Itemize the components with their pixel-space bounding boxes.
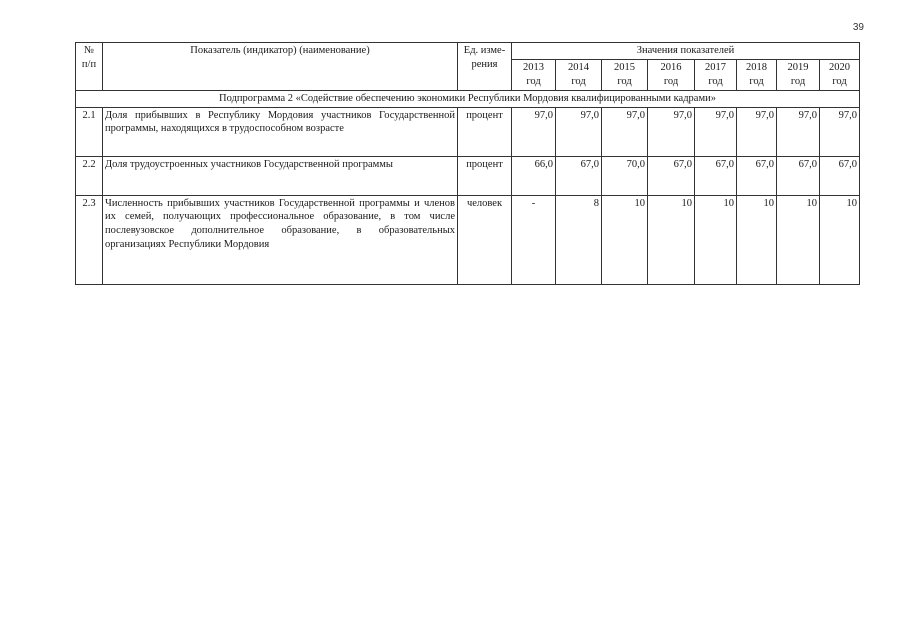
row-value-cell: 97,0 [777, 107, 820, 156]
row-value-cell: 10 [820, 195, 860, 284]
year-header-cell [556, 59, 602, 90]
row-num-cell: 2.2 [76, 156, 103, 195]
header-values-cell [512, 43, 860, 60]
table-row [76, 195, 860, 284]
year-label: 2015 [614, 61, 635, 73]
year-header-cell [820, 59, 860, 90]
year-header-cell [737, 59, 777, 90]
row-value-cell: 97,0 [820, 107, 860, 156]
row-value-cell: 70,0 [602, 156, 648, 195]
year-suffix: год [663, 75, 679, 87]
year-label: 2013 [523, 61, 544, 73]
page-number: 39 [852, 22, 864, 33]
year-header-cell [777, 59, 820, 90]
year-label: 2019 [787, 61, 809, 73]
row-num-cell: 2.3 [76, 195, 103, 284]
row-indicator-name: Доля прибывших в Республику Мордовия участников Государственной программы, находящихся в трудоспособном возрасте [103, 107, 458, 156]
row-value-cell: 97,0 [602, 107, 648, 156]
header-row [76, 43, 860, 60]
row-value-cell: 10 [695, 195, 737, 284]
year-suffix: год [749, 75, 764, 87]
year-suffix: год [708, 75, 723, 87]
row-value-cell: 97,0 [556, 107, 602, 156]
row-indicator-name: Численность прибывших участников Государственной программы и членов их семей, получающих профессиональное образование, в том числе послевузовское дополнительное образование, в образовательных организациях Республики Мордовия [103, 195, 458, 284]
header-unit-cell [458, 43, 512, 91]
year-label: 2017 [705, 61, 726, 73]
header-indicator-cell [103, 43, 458, 91]
header-num-cell [76, 43, 103, 91]
row-value-cell: 67,0 [556, 156, 602, 195]
table-row [76, 156, 860, 195]
header-unit-label-line2: рения [471, 58, 498, 70]
row-value-cell: 66,0 [512, 156, 556, 195]
row-value-cell: 97,0 [512, 107, 556, 156]
row-value-cell: 97,0 [648, 107, 695, 156]
indicators-table [75, 42, 860, 285]
row-value-cell: - [512, 195, 556, 284]
year-suffix: год [617, 75, 632, 87]
row-value-cell: 10 [602, 195, 648, 284]
year-suffix: год [526, 75, 541, 87]
row-value-cell: 10 [648, 195, 695, 284]
row-value-cell: 97,0 [695, 107, 737, 156]
row-value-cell: 97,0 [737, 107, 777, 156]
row-value-cell: 67,0 [737, 156, 777, 195]
subprogram-row [76, 90, 860, 107]
header-values-label: Значения показателей [636, 45, 735, 56]
year-header-cell [648, 59, 695, 90]
row-value-cell: 67,0 [695, 156, 737, 195]
row-value-cell: 67,0 [777, 156, 820, 195]
row-unit-cell: человек [458, 195, 512, 284]
row-unit-cell: процент [458, 156, 512, 195]
year-label: 2014 [568, 61, 589, 73]
header-indicator-label: Показатель (индикатор) (наименование) [190, 45, 370, 56]
header-unit-label-line1: Ед. изме- [463, 45, 506, 56]
row-value-cell: 10 [737, 195, 777, 284]
year-header-cell [695, 59, 737, 90]
row-value-cell: 10 [777, 195, 820, 284]
year-label: 2018 [746, 61, 767, 73]
year-suffix: год [832, 75, 847, 87]
year-suffix: год [571, 75, 586, 87]
header-num-label-line1: № [83, 45, 95, 56]
row-value-cell: 67,0 [648, 156, 695, 195]
row-indicator-name: Доля трудоустроенных участников Государственной программы [103, 156, 458, 195]
row-unit-cell: процент [458, 107, 512, 156]
table-row [76, 107, 860, 156]
subprogram-title: Подпрограмма 2 «Содействие обеспечению экономики Республики Мордовия квалифицированными кадрами» [76, 90, 860, 107]
row-value-cell: 67,0 [820, 156, 860, 195]
header-num-label-line2: п/п [81, 58, 97, 70]
year-suffix: год [790, 75, 806, 87]
year-header-cell [512, 59, 556, 90]
year-label: 2020 [829, 61, 851, 73]
row-value-cell: 8 [556, 195, 602, 284]
year-header-cell [602, 59, 648, 90]
year-label: 2016 [660, 61, 682, 73]
row-num-cell: 2.1 [76, 107, 103, 156]
